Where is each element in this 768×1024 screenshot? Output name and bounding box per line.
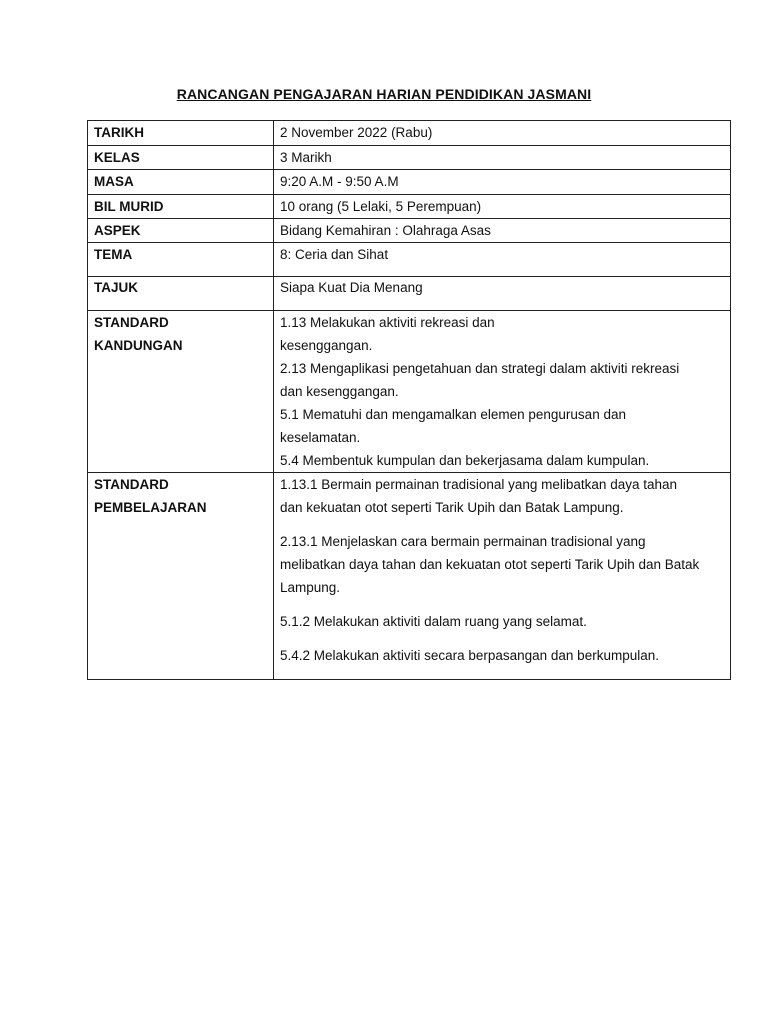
standard-pembelajaran-line: 2.13.1 Menjelaskan cara bermain permainan tradisional yang [280, 534, 646, 549]
standard-kandungan-line: 1.13 Melakukan aktiviti rekreasi dan [280, 315, 495, 330]
row-tajuk [88, 277, 731, 311]
value-tajuk-text: Siapa Kuat Dia Menang [280, 280, 423, 295]
value-standard-kandungan [274, 311, 731, 473]
label-standard-pembelajaran-line: PEMBELAJARAN [94, 500, 207, 515]
label-tajuk-text: TAJUK [94, 280, 139, 295]
standard-pembelajaran-line: 5.1.2 Melakukan aktiviti dalam ruang yang selamat. [280, 614, 587, 629]
value-tajuk [274, 277, 731, 311]
standard-kandungan-line: keselamatan. [280, 430, 361, 445]
label-tajuk [88, 277, 274, 311]
value-tema: 8: Ceria dan Sihat [274, 243, 731, 277]
row-kelas [88, 146, 731, 170]
row-bil-murid [88, 195, 731, 219]
row-aspek [88, 219, 731, 243]
standard-kandungan-line: 5.4 Membentuk kumpulan dan bekerjasama dalam kumpulan. [280, 453, 650, 468]
standard-pembelajaran-line: dan kekuatan otot seperti Tarik Upih dan Batak Lampung. [280, 500, 624, 515]
document-title: RANCANGAN PENGAJARAN HARIAN PENDIDIKAN JASMANI [176, 86, 592, 102]
label-standard-kandungan-line: KANDUNGAN [94, 338, 183, 353]
label-masa: MASA [88, 170, 274, 195]
standard-pembelajaran-item [280, 530, 724, 599]
label-kelas: KELAS [88, 146, 274, 170]
standard-kandungan-line: kesenggangan. [280, 338, 373, 353]
label-standard-kandungan [88, 311, 274, 473]
lesson-plan-table [87, 120, 731, 680]
label-bil-murid: BIL MURID [88, 195, 274, 219]
standard-kandungan-line: dan kesenggangan. [280, 384, 399, 399]
value-tarikh: 2 November 2022 (Rabu) [274, 121, 731, 146]
row-standard-pembelajaran [88, 473, 731, 680]
standard-kandungan-line: 5.1 Mematuhi dan mengamalkan elemen pengurusan dan [280, 407, 626, 422]
standard-pembelajaran-line: 1.13.1 Bermain permainan tradisional yang melibatkan daya tahan [280, 477, 677, 492]
value-aspek: Bidang Kemahiran : Olahraga Asas [274, 219, 731, 243]
value-standard-pembelajaran [274, 473, 731, 680]
standard-pembelajaran-line: melibatkan daya tahan dan kekuatan otot seperti Tarik Upih dan Batak [280, 557, 700, 572]
standard-kandungan-line: 2.13 Mengaplikasi pengetahuan dan strategi dalam aktiviti rekreasi [280, 361, 680, 376]
standard-pembelajaran-line: Lampung. [280, 580, 341, 595]
value-masa: 9:20 A.M - 9:50 A.M [274, 170, 731, 195]
label-standard-pembelajaran [88, 473, 274, 680]
row-masa [88, 170, 731, 195]
standard-pembelajaran-item [280, 610, 724, 633]
standard-pembelajaran-item [280, 473, 724, 519]
value-kelas: 3 Marikh [274, 146, 731, 170]
label-tarikh: TARIKH [88, 121, 274, 146]
standard-pembelajaran-item [280, 644, 724, 667]
label-aspek: ASPEK [88, 219, 274, 243]
label-standard-pembelajaran-line: STANDARD [94, 477, 169, 492]
row-tarikh [88, 121, 731, 146]
row-tema [88, 243, 731, 277]
value-bil-murid: 10 orang (5 Lelaki, 5 Perempuan) [274, 195, 731, 219]
standard-pembelajaran-line: 5.4.2 Melakukan aktiviti secara berpasangan dan berkumpulan. [280, 648, 659, 663]
label-standard-kandungan-line: STANDARD [94, 315, 169, 330]
row-standard-kandungan [88, 311, 731, 473]
label-tema: TEMA [88, 243, 274, 277]
